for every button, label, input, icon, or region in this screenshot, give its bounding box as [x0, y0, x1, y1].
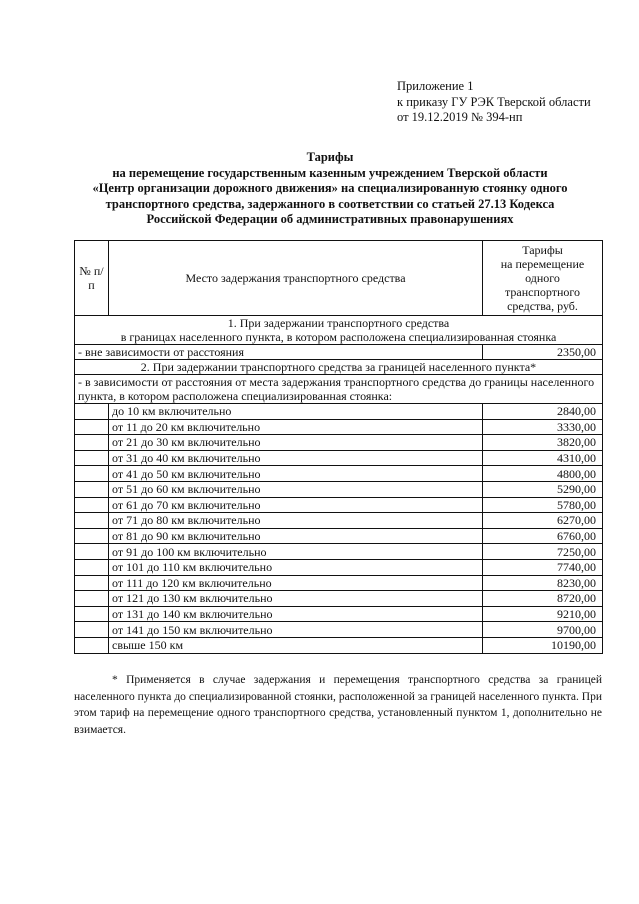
- distance-row: [75, 466, 603, 482]
- header-price-line: транспортного: [504, 285, 581, 299]
- distance-label: от 61 до 70 км включительно: [109, 497, 483, 513]
- distance-label: от 51 до 60 км включительно: [109, 481, 483, 497]
- distance-price: 3820,00: [483, 435, 603, 451]
- distance-price: 5290,00: [483, 481, 603, 497]
- distance-row-blank: [75, 575, 109, 591]
- distance-row: [75, 450, 603, 466]
- title-line-1: Тарифы: [306, 150, 354, 164]
- distance-row: [75, 481, 603, 497]
- distance-price: 8720,00: [483, 591, 603, 607]
- distance-row-blank: [75, 559, 109, 575]
- section-1-heading-line-2: в границах населенного пункта, в котором расположена специализированная стоянка: [120, 330, 557, 344]
- distance-price: 7250,00: [483, 544, 603, 560]
- distance-row: [75, 419, 603, 435]
- distance-price: 6760,00: [483, 528, 603, 544]
- distance-price: 8230,00: [483, 575, 603, 591]
- distance-price: 5780,00: [483, 497, 603, 513]
- section-1-row-price: 2350,00: [483, 345, 603, 360]
- distance-price: 2840,00: [483, 404, 603, 420]
- header-price: [483, 241, 603, 316]
- section-2-heading: 2. При задержании транспортного средства за границей населенного пункта*: [75, 360, 603, 375]
- distance-row-blank: [75, 591, 109, 607]
- distance-price: 7740,00: [483, 559, 603, 575]
- distance-row: [75, 591, 603, 607]
- distance-row-blank: [75, 450, 109, 466]
- distance-row-blank: [75, 497, 109, 513]
- section-2-heading-row: [75, 360, 603, 375]
- table-header-row: [75, 241, 603, 316]
- title-line-3: «Центр организации дорожного движения» на специализированную стоянку одного: [92, 181, 568, 195]
- appendix-line-2: к приказу ГУ РЭК Тверской области: [397, 94, 591, 109]
- distance-row-blank: [75, 606, 109, 622]
- distance-price: 4800,00: [483, 466, 603, 482]
- distance-label: от 111 до 120 км включительно: [109, 575, 483, 591]
- title-line-5: Российской Федерации об административных правонарушениях: [146, 212, 514, 226]
- header-price-line: средства, руб.: [507, 299, 578, 313]
- tariffs-table: [74, 240, 603, 654]
- distance-row: [75, 528, 603, 544]
- section-1-heading-line-1: 1. При задержании транспортного средства: [227, 316, 450, 330]
- distance-price: 9210,00: [483, 606, 603, 622]
- section-1-heading-row: [75, 316, 603, 345]
- document-title: [60, 150, 600, 228]
- footnote: [74, 672, 602, 738]
- distance-row: [75, 404, 603, 420]
- distance-row: [75, 559, 603, 575]
- section-2-note-row: [75, 375, 603, 404]
- distance-row: [75, 544, 603, 560]
- distance-row-blank: [75, 435, 109, 451]
- distance-row-blank: [75, 466, 109, 482]
- distance-label: от 71 до 80 км включительно: [109, 513, 483, 529]
- distance-row: [75, 606, 603, 622]
- distance-price: 3330,00: [483, 419, 603, 435]
- distance-row: [75, 622, 603, 638]
- distance-label: от 41 до 50 км включительно: [109, 466, 483, 482]
- distance-row-blank: [75, 513, 109, 529]
- distance-row-blank: [75, 622, 109, 638]
- distance-row: [75, 637, 603, 653]
- appendix-line-3: от 19.12.2019 № 394-нп: [397, 110, 523, 124]
- distance-label: до 10 км включительно: [109, 404, 483, 420]
- distance-price: 4310,00: [483, 450, 603, 466]
- distance-price: 6270,00: [483, 513, 603, 529]
- distance-row-blank: [75, 528, 109, 544]
- header-place: Место задержания транспортного средства: [109, 241, 483, 316]
- distance-label: свыше 150 км: [109, 637, 483, 653]
- distance-label: от 131 до 140 км включительно: [109, 606, 483, 622]
- distance-label: от 31 до 40 км включительно: [109, 450, 483, 466]
- distance-row: [75, 575, 603, 591]
- header-price-line: на перемещение: [500, 257, 585, 271]
- distance-label: от 81 до 90 км включительно: [109, 528, 483, 544]
- distance-price: 9700,00: [483, 622, 603, 638]
- distance-row: [75, 513, 603, 529]
- section-1-row-label: - вне зависимости от расстояния: [75, 345, 483, 360]
- distance-label: от 121 до 130 км включительно: [109, 591, 483, 607]
- distance-label: от 11 до 20 км включительно: [109, 419, 483, 435]
- distance-row: [75, 497, 603, 513]
- section-1-row: [75, 345, 603, 360]
- header-price-line: Тарифы: [522, 243, 563, 257]
- distance-row-blank: [75, 419, 109, 435]
- distance-label: от 141 до 150 км включительно: [109, 622, 483, 638]
- distance-row: [75, 435, 603, 451]
- appendix-line-1: Приложение 1: [397, 79, 474, 93]
- footnote-text: * Применяется в случае задержания и перемещения транспортного средства за границей населенного пункта до специализированной стоянки, расположенной за границей населенного пункта. При этом тариф на перемещение одного транспортного средства, установленный пунктом 1, дополнительно не взимается.: [74, 674, 602, 736]
- title-line-4: транспортного средства, задержанного в соответствии со статьей 27.13 Кодекса: [105, 196, 555, 211]
- distance-row-blank: [75, 481, 109, 497]
- header-price-line: одного: [525, 271, 560, 285]
- title-line-2: на перемещение государственным казенным учреждением Тверской области: [112, 165, 548, 180]
- distance-label: от 101 до 110 км включительно: [109, 559, 483, 575]
- distance-row-blank: [75, 637, 109, 653]
- header-number: № п/п: [75, 241, 109, 316]
- appendix-reference: [397, 79, 591, 126]
- distance-label: от 21 до 30 км включительно: [109, 435, 483, 451]
- section-2-note: - в зависимости от расстояния от места задержания транспортного средства до границы населенного пункта, в котором расположена специализированная стоянка:: [75, 375, 603, 404]
- distance-label: от 91 до 100 км включительно: [109, 544, 483, 560]
- distance-row-blank: [75, 404, 109, 420]
- distance-price: 10190,00: [483, 637, 603, 653]
- section-1-heading: [75, 316, 603, 345]
- distance-row-blank: [75, 544, 109, 560]
